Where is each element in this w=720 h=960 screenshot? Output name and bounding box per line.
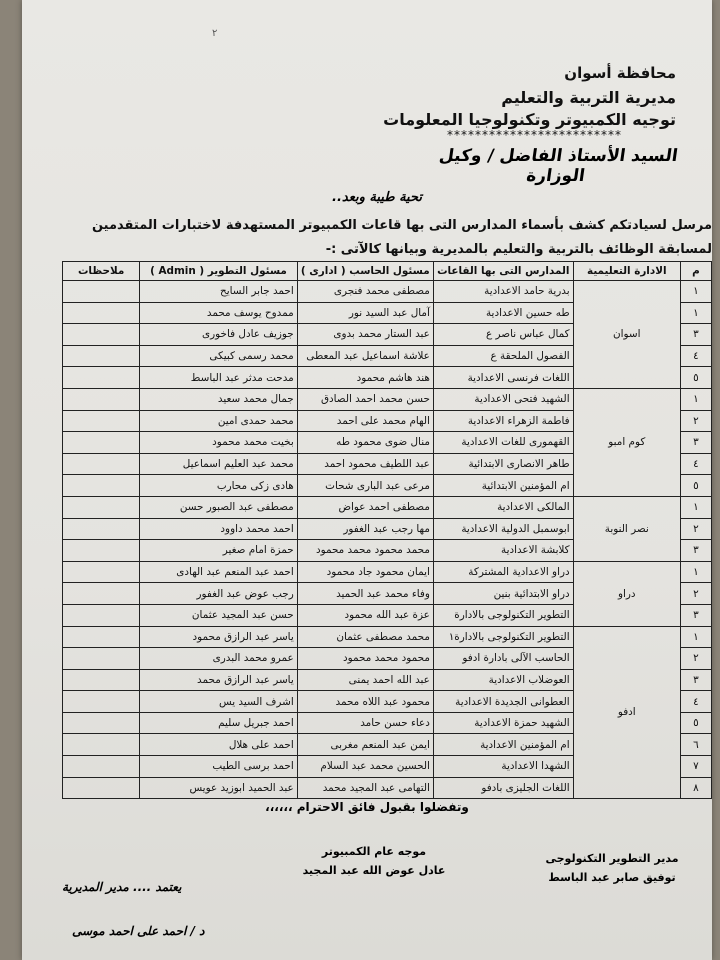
dev-officer-cell: عمرو محمد البدرى <box>140 648 297 670</box>
dev-officer-cell: احمد على هلال <box>140 734 297 756</box>
department-header: توجيه الكمبيوتر وتكنولوجيا المعلومات <box>383 110 676 129</box>
row-number: ٥ <box>680 367 711 389</box>
dev-officer-cell: جوزيف عادل فاخورى <box>140 324 297 346</box>
notes-cell <box>63 648 140 670</box>
school-cell: طه حسين الاعدادية <box>433 302 573 324</box>
dev-officer-cell: احمد برسى الطيب <box>140 756 297 778</box>
notes-cell <box>63 475 140 497</box>
schools-table <box>62 261 712 799</box>
row-number: ١ <box>680 496 711 518</box>
hall-officer-cell: حسن محمد احمد الصادق <box>297 388 433 410</box>
row-number: ٢ <box>680 648 711 670</box>
row-number: ٤ <box>680 345 711 367</box>
notes-cell <box>63 669 140 691</box>
notes-cell <box>63 432 140 454</box>
row-number: ٥ <box>680 475 711 497</box>
notes-cell <box>63 518 140 540</box>
notes-cell <box>63 756 140 778</box>
row-number: ١ <box>680 626 711 648</box>
row-number: ٧ <box>680 756 711 778</box>
hall-officer-cell: ايمن عبد المنعم مغربى <box>297 734 433 756</box>
notes-cell <box>63 388 140 410</box>
dev-officer-cell: ممدوح يوسف محمد <box>140 302 297 324</box>
school-cell: التطوير التكنولوجى بالادارة <box>433 604 573 626</box>
row-number: ٣ <box>680 604 711 626</box>
school-cell: دراو الاعدادية المشتركة <box>433 561 573 583</box>
table-body <box>63 281 712 799</box>
table-row <box>63 626 712 648</box>
hall-officer-cell: محمود عبد اللاه محمد <box>297 691 433 713</box>
dev-officer-cell: هادى زكى محارب <box>140 475 297 497</box>
header-dev-officer: مسئول التطوير ( Admin ) <box>140 262 297 281</box>
dev-officer-cell: جمال محمد سعيد <box>140 388 297 410</box>
school-cell: اللغات الجليزى بادفو <box>433 777 573 799</box>
hall-officer-cell: عبد الله احمد يمنى <box>297 669 433 691</box>
hall-officer-cell: هند هاشم محمود <box>297 367 433 389</box>
table-header-row <box>63 262 712 281</box>
computer-supervisor-title: موجه عام الكمبيوتر <box>321 845 427 858</box>
school-cell: التطوير التكنولوجى بالادارة١ <box>433 626 573 648</box>
school-cell: الفصول الملحقة ع <box>433 345 573 367</box>
row-number: ٣ <box>680 324 711 346</box>
dev-officer-cell: احمد عبد المنعم عبد الهادى <box>140 561 297 583</box>
hall-officer-cell: مرعى عبد البارى شحات <box>297 475 433 497</box>
computer-supervisor-signature <box>284 845 464 877</box>
notes-cell <box>63 540 140 562</box>
admin-cell: اسوان <box>573 281 680 389</box>
notes-cell <box>63 712 140 734</box>
notes-cell <box>63 281 140 303</box>
dev-officer-cell: اشرف السيد يس <box>140 691 297 713</box>
school-cell: العوضلاب الاعدادية <box>433 669 573 691</box>
hall-officer-cell: مصطفى احمد عواض <box>297 496 433 518</box>
stars-divider: ************************* <box>447 128 622 142</box>
table-row <box>63 496 712 518</box>
row-number: ١ <box>680 302 711 324</box>
row-number: ٣ <box>680 540 711 562</box>
notes-cell <box>63 561 140 583</box>
header-num: م <box>680 262 711 281</box>
dev-officer-cell: حسن عبد المجيد عثمان <box>140 604 297 626</box>
dev-officer-cell: بخيت محمد محمود <box>140 432 297 454</box>
notes-cell <box>63 496 140 518</box>
school-cell: كمال عباس ناصر ع <box>433 324 573 346</box>
document-number: ٢ <box>212 28 218 39</box>
closing-line: وتفضلوا بقبول فائق الاحترام ،،،،،، <box>265 800 469 814</box>
row-number: ٢ <box>680 410 711 432</box>
hall-officer-cell: عبد الستار محمد بدوى <box>297 324 433 346</box>
dev-officer-cell: عبد الحميد ابوزيد عويس <box>140 777 297 799</box>
school-cell: المالكى الاعدادية <box>433 496 573 518</box>
admin-cell: دراو <box>573 561 680 626</box>
notes-cell <box>63 410 140 432</box>
hall-officer-cell: عزة عبد الله محمود <box>297 604 433 626</box>
school-cell: ام المؤمنين الابتدائية <box>433 475 573 497</box>
row-number: ٢ <box>680 583 711 605</box>
notes-cell <box>63 734 140 756</box>
header-hall-officer: مسئول الحاسب ( ادارى ) <box>297 262 433 281</box>
school-cell: ابوسمبل الدولية الاعدادية <box>433 518 573 540</box>
notes-cell <box>63 302 140 324</box>
tech-dev-signature <box>522 852 702 884</box>
dev-officer-cell: محمد رسمى كبيكى <box>140 345 297 367</box>
hall-officer-cell: دعاء حسن حامد <box>297 712 433 734</box>
admin-cell: نصر النوبة <box>573 496 680 561</box>
row-number: ٣ <box>680 669 711 691</box>
school-cell: طاهر الانصارى الابتدائية <box>433 453 573 475</box>
notes-cell <box>63 777 140 799</box>
hall-officer-cell: التهامى عبد المجيد محمد <box>297 777 433 799</box>
hall-officer-cell: ايمان محمود جاد محمود <box>297 561 433 583</box>
row-number: ٦ <box>680 734 711 756</box>
hall-officer-cell: محمود محمد محمود <box>297 648 433 670</box>
school-cell: اللغات فرنسى الاعدادية <box>433 367 573 389</box>
school-cell: الشهيد حمزة الاعدادية <box>433 712 573 734</box>
table-row <box>63 561 712 583</box>
table-row <box>63 281 712 303</box>
row-number: ١ <box>680 561 711 583</box>
document-page <box>22 0 712 960</box>
school-cell: كلابشة الاعدادية <box>433 540 573 562</box>
dev-officer-cell: احمد جبريل سليم <box>140 712 297 734</box>
dev-officer-cell: محمد عبد العليم اسماعيل <box>140 453 297 475</box>
dev-officer-cell: احمد جابر السايح <box>140 281 297 303</box>
dev-officer-cell: احمد محمد داوود <box>140 518 297 540</box>
table-row <box>63 388 712 410</box>
row-number: ٤ <box>680 453 711 475</box>
hall-officer-cell: محمد محمود محمد محمود <box>297 540 433 562</box>
notes-cell <box>63 604 140 626</box>
letter-body: مرسل لسيادتكم كشف بأسماء المدارس التى بها قاعات الكمبيوتر المستهدفة لاختبارات المتقدمين لمسابقة الوظائف بالتربية والتعليم بالمديرية وبيانها كالآتى :- <box>91 218 712 257</box>
notes-cell <box>63 324 140 346</box>
dev-officer-cell: محمد حمدى امين <box>140 410 297 432</box>
school-cell: الشهيد فتحى الاعدادية <box>433 388 573 410</box>
director-name: د / احمد على احمد موسى <box>72 924 205 938</box>
school-cell: القهمورى للغات الاعدادية <box>433 432 573 454</box>
admin-cell: كوم امبو <box>573 388 680 496</box>
approval-line: يعتمد .... مدير المديرية <box>62 880 182 894</box>
dev-officer-cell: ياسر عبد الرازق محمد <box>140 669 297 691</box>
hall-officer-cell: عبد اللطيف محمود احمد <box>297 453 433 475</box>
row-number: ٤ <box>680 691 711 713</box>
row-number: ١ <box>680 281 711 303</box>
dev-officer-cell: حمزة امام صغير <box>140 540 297 562</box>
tech-dev-title: مدير التطوير التكنولوجى <box>545 852 679 865</box>
dev-officer-cell: مصطفى عبد الصبور حسن <box>140 496 297 518</box>
notes-cell <box>63 345 140 367</box>
directorate-header: مديرية التربية والتعليم <box>501 88 676 107</box>
tech-dev-name: توفيق صابر عبد الباسط <box>548 871 676 884</box>
row-number: ١ <box>680 388 711 410</box>
school-cell: ام المؤمنين الاعدادية <box>433 734 573 756</box>
notes-cell <box>63 583 140 605</box>
hall-officer-cell: آمال عبد السيد نور <box>297 302 433 324</box>
notes-cell <box>63 453 140 475</box>
school-cell: بدرية حامد الاعدادية <box>433 281 573 303</box>
school-cell: فاطمة الزهراء الاعدادية <box>433 410 573 432</box>
governorate-header: محافظة أسوان <box>564 64 676 82</box>
school-cell: الشهدا الاعدادية <box>433 756 573 778</box>
notes-cell <box>63 367 140 389</box>
header-notes: ملاحظات <box>63 262 140 281</box>
hall-officer-cell: مها رجب عبد الغفور <box>297 518 433 540</box>
computer-supervisor-name: عادل عوض الله عبد المجيد <box>302 864 446 877</box>
school-cell: الحاسب الآلى بادارة ادفو <box>433 648 573 670</box>
hall-officer-cell: وفاء محمد عبد الحميد <box>297 583 433 605</box>
hall-officer-cell: محمد مصطفى عثمان <box>297 626 433 648</box>
school-cell: العطوانى الجديدة الاعدادية <box>433 691 573 713</box>
header-admin: الادارة التعليمية <box>573 262 680 281</box>
dev-officer-cell: مدحت مدثر عبد الباسط <box>140 367 297 389</box>
row-number: ٨ <box>680 777 711 799</box>
dev-officer-cell: رجب عوض عبد الغفور <box>140 583 297 605</box>
hall-officer-cell: الهام محمد على احمد <box>297 410 433 432</box>
notes-cell <box>63 691 140 713</box>
header-school: المدارس التى بها القاعات <box>433 262 573 281</box>
row-number: ٥ <box>680 712 711 734</box>
dev-officer-cell: ياسر عبد الرازق محمود <box>140 626 297 648</box>
admin-cell: ادفو <box>573 626 680 799</box>
row-number: ٣ <box>680 432 711 454</box>
addressee-line: السيد الأستاذ الفاضل / وكيل الوزارة <box>437 146 680 186</box>
hall-officer-cell: الحسين محمد عبد السلام <box>297 756 433 778</box>
greeting-line: تحية طيبة وبعد.. <box>332 190 422 205</box>
notes-cell <box>63 626 140 648</box>
hall-officer-cell: علاشة اسماعيل عبد المعطى <box>297 345 433 367</box>
hall-officer-cell: مصطفى محمد فنجرى <box>297 281 433 303</box>
row-number: ٢ <box>680 518 711 540</box>
school-cell: دراو الابتدائية بنين <box>433 583 573 605</box>
hall-officer-cell: منال ضوى محمود طه <box>297 432 433 454</box>
